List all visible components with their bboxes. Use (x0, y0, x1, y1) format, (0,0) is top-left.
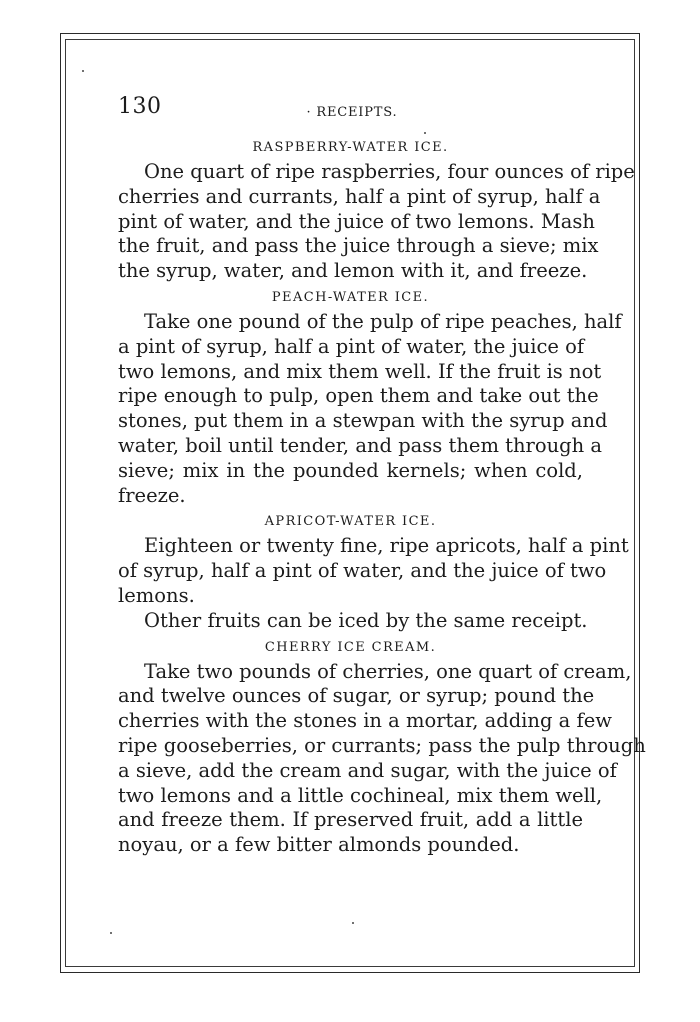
text-line: Take one pound of the pulp of ripe peaches, half (144, 309, 622, 333)
recipe-paragraph (118, 309, 622, 508)
text-line: freeze. (118, 483, 186, 507)
recipe-paragraph (118, 160, 635, 284)
recipe-section (118, 512, 629, 633)
text-line: ripe enough to pulp, open them and take out the (118, 384, 599, 408)
text-line: Eighteen or twenty fine, ripe apricots, half a pint (144, 534, 629, 558)
text-line: cherries and currants, half a pint of syrup, half a (118, 184, 601, 208)
text-line: stones, put them in a stewpan with the syrup and (118, 409, 608, 433)
recipe-text (118, 138, 646, 858)
text-line: cherries with the stones in a mortar, adding a few (118, 709, 612, 733)
recipe-paragraph (118, 659, 646, 858)
text-line: Other fruits can be iced by the same receipt. (144, 608, 588, 632)
text-line: a sieve, add the cream and sugar, with the juice of (118, 758, 617, 782)
text-line: two lemons, and mix them well. If the fruit is not (118, 359, 602, 383)
recipe-heading: RASPBERRY-WATER ICE. (252, 140, 449, 155)
ink-speck (82, 70, 84, 72)
text-line: water, boil until tender, and pass them through a (118, 433, 603, 457)
page-number: 130 (118, 94, 162, 119)
text-line: the fruit, and pass the juice through a sieve; mix (118, 234, 599, 258)
text-line: pint of water, and the juice of two lemons. Mash (118, 209, 595, 233)
recipe-paragraph (118, 534, 629, 608)
text-line: ripe gooseberries, or currants; pass the pulp through (118, 733, 646, 757)
text-line: noyau, or a few bitter almonds pounded. (118, 833, 520, 857)
text-line: two lemons and a little cochineal, mix them well, (118, 783, 603, 807)
ink-speck (110, 932, 112, 934)
ink-speck (352, 922, 354, 924)
text-line: and twelve ounces of sugar, or syrup; pound the (118, 684, 595, 708)
text-line: Take two pounds of cherries, one quart of cream, (144, 659, 632, 683)
recipe-paragraph (118, 608, 588, 634)
recipe-section (118, 638, 646, 858)
text-line: sieve; mix in the pounded kernels; when cold, (118, 458, 583, 482)
text-line: the syrup, water, and lemon with it, and freeze. (118, 259, 588, 283)
recipe-section (118, 138, 635, 284)
ink-speck (424, 132, 426, 134)
text-line: of syrup, half a pint of water, and the juice of two (118, 559, 607, 583)
recipe-heading: CHERRY ICE CREAM. (264, 639, 437, 655)
running-head: · RECEIPTS. (306, 105, 398, 120)
recipe-section (118, 288, 622, 508)
text-line: One quart of ripe raspberries, four ounces of ripe (144, 160, 635, 183)
recipe-heading: PEACH-WATER ICE. (271, 289, 430, 305)
text-line: a pint of syrup, half a pint of water, the juice of (118, 334, 585, 358)
recipe-heading: APRICOT-WATER ICE. (264, 514, 437, 530)
text-line: and freeze them. If preserved fruit, add a little (118, 808, 583, 832)
text-line: lemons. (118, 583, 195, 607)
